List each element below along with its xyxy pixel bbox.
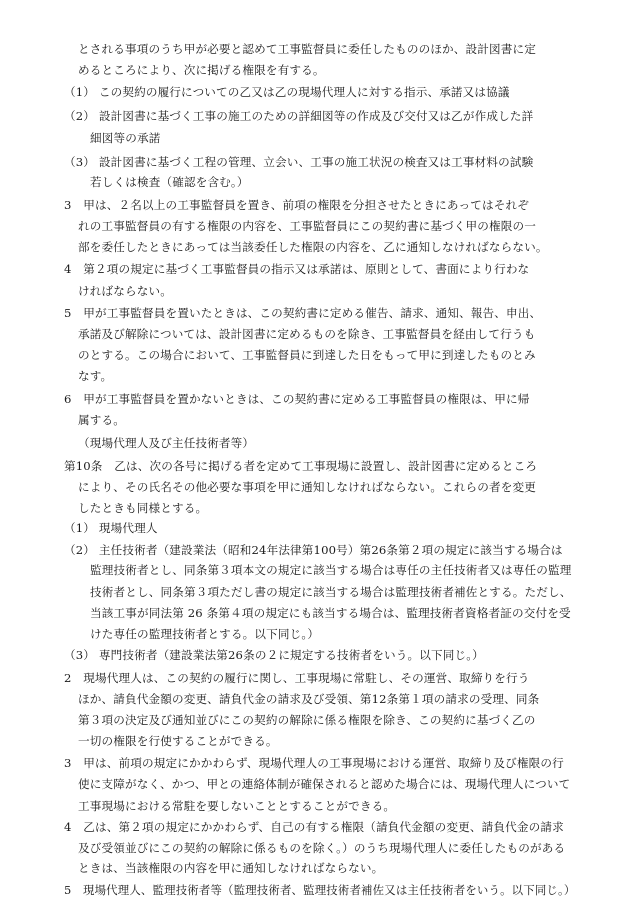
text-line: 技術者とし、同条第３項ただし書の規定に該当する場合は監理技術者補佐とする。ただし、 (90, 585, 572, 599)
text-line: 及び受領並びにこの契約の解除に係るものを除く。）のうち現場代理人に委任したものがある (78, 841, 566, 855)
text-line: （3） 専門技術者（建設業法第26条の２に規定する技術者をいう。以下同じ。） (64, 648, 484, 662)
text-line: ほか、請負代金額の変更、請負代金の請求及び受領、第12条第１項の請求の受理、同条 (78, 692, 540, 706)
text-line: （2） 主任技術者（建設業法（昭和24年法律第100号）第26条第２項の規定に該当する場合は (64, 543, 563, 557)
text-line: 3 甲は、前項の規定にかかわらず、現場代理人の工事現場における運営、取締り及び権限の行 (64, 756, 564, 770)
text-line: れの工事監督員の有する権限の内容を、工事監督員にこの契約書に基づく甲の権限の一 (78, 219, 537, 233)
text-line: ければならない。 (78, 284, 172, 298)
text-line: （2） 設計図書に基づく工事の施工のための詳細図等の作成及び交付又は乙が作成した詳 (64, 109, 534, 123)
text-line: 第３項の決定及び通知並びにこの契約の解除に係る権限を除き、この契約に基づく乙の (78, 713, 536, 727)
text-line: （現場代理人及び主任技術者等） (78, 436, 255, 450)
text-line: により、その氏名その他必要な事項を甲に通知しなければならない。これらの者を変更 (78, 480, 537, 494)
text-line: 4 第２項の規定に基づく工事監督員の指示又は承諾は、原則として、書面により行わな (64, 262, 530, 276)
text-line: （1） 現場代理人 (64, 521, 158, 535)
text-line: 監理技術者とし、同条第３項本文の規定に該当する場合は専任の主任技術者又は専任の監理 (90, 563, 572, 577)
text-line: 属する。 (78, 413, 125, 427)
text-line: （3） 設計図書に基づく工程の管理、立会い、工事の施工状況の検査又は工事材料の試験 (64, 155, 534, 169)
text-line: 4 乙は、第２項の規定にかかわらず、自己の有する権限（請負代金額の変更、請負代金の請求 (64, 820, 564, 834)
text-line: めるところにより、次に掲げる権限を有する。 (78, 63, 325, 77)
text-line: なす。 (78, 369, 113, 383)
text-line: 3 甲は、２名以上の工事監督員を置き、前項の権限を分担させたときにあってはそれぞ (64, 198, 529, 212)
text-line: 部を委任したときにあっては当該委任した権限の内容を、乙に通知しなければならない。 (78, 240, 548, 254)
text-line: けた専任の監理技術者とする。以下同じ。） (90, 627, 320, 641)
text-line: 工事現場における常駐を要しないこととすることができる。 (78, 799, 396, 813)
text-line: 細図等の承諾 (90, 131, 161, 145)
text-line: 当該工事が同法第 26 条第４項の規定にも該当する場合は、監理技術者資格者証の交付を受 (90, 606, 571, 620)
text-line: （1） この契約の履行についての乙又は乙の現場代理人に対する指示、承諾又は協議 (64, 85, 510, 99)
text-line: とされる事項のうち甲が必要と認めて工事監督員に委任したもののほか、設計図書に定 (78, 42, 537, 56)
text-line: のとする。この場合において、工事監督員に到達した日をもって甲に到達したものとみ (78, 348, 536, 362)
text-line: 承諾及び解除については、設計図書に定めるものを除き、工事監督員を経由して行うも (78, 327, 536, 341)
text-line: 5 甲が工事監督員を置いたときは、この契約書に定める催告、請求、通知、報告、申出、 (64, 306, 542, 320)
text-line: 5 現場代理人、監理技術者等（監理技術者、監理技術者補佐又は主任技術者をいう。以下同じ。） (64, 883, 576, 897)
text-line: 第10条 乙は、次の各号に掲げる者を定めて工事現場に設置し、設計図書に定めるところ (64, 459, 538, 473)
text-line: 使に支障がなく、かつ、甲との連絡体制が確保されると認めた場合には、現場代理人について (78, 777, 571, 791)
text-line: ときは、当該権限の内容を甲に通知しなければならない。 (78, 861, 384, 875)
text-line: 2 現場代理人は、この契約の履行に関し、工事現場に常駐し、その運営、取締りを行う (64, 671, 530, 685)
text-line: 一切の権限を行使することができる。 (78, 734, 278, 748)
text-line: したときも同様とする。 (78, 501, 208, 515)
text-line: 若しくは検査（確認を含む。） (90, 175, 249, 189)
text-line: 6 甲が工事監督員を置かないときは、この契約書に定める工事監督員の権限は、甲に帰 (64, 392, 530, 406)
